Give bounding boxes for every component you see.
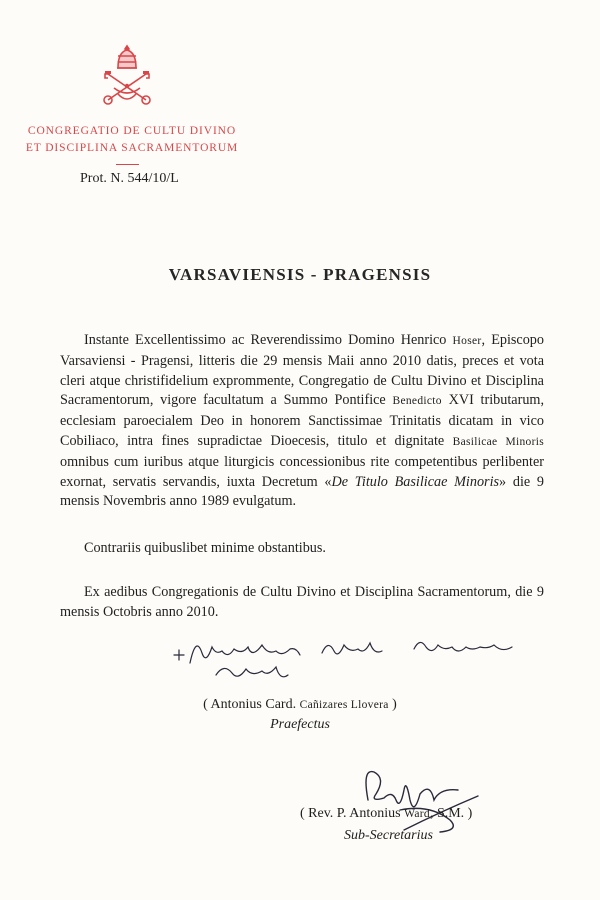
protocol-number: Prot. N. 544/10/L	[80, 171, 179, 186]
header-divider	[116, 164, 139, 165]
bishop-surname: Hoser	[452, 335, 482, 347]
document-title: VARSAVIENSIS - PRAGENSIS	[168, 265, 432, 284]
prefect-surname: Cañizares Llovera	[299, 699, 389, 711]
decree-text-b: , Episcopo Varsaviensi - Pragensi, litteris die 29 mensis Maii anno 2010 datis, preces et vota cleri atque christifidelium exprommente, Congregatio de Cultu Divino et Disciplina Sacramentorum, vigore facultatum a Summo Pontifice	[60, 332, 544, 409]
congregation-line-1: CONGREGATIO DE CULTU DIVINO	[27, 125, 237, 137]
decree-paragraph	[60, 331, 544, 512]
prefect-role: Praefectus	[270, 717, 330, 732]
subsecretary-surname: Ward	[404, 808, 430, 820]
subsecretary-role: Sub-Secretarius	[344, 828, 433, 843]
papal-keys-tiara-emblem-icon	[94, 44, 160, 106]
prefect-name-close: )	[388, 697, 397, 712]
subsecretary-name	[300, 806, 472, 822]
decree-text-d: omnibus cum iuribus atque liturgicis concessionibus rite competentibus perlibenter exornat, servatis servandis, iuxta Decretum «	[60, 453, 544, 490]
decree-text-a: Instante Excellentissimo ac Reverendissimo Domino Henrico	[84, 332, 453, 348]
clause-paragraph: Contrariis quibuslibet minime obstantibus.	[84, 540, 326, 556]
subsecretary-name-open: ( Rev. P. Antonius	[300, 806, 405, 821]
prefect-name-open: ( Antonius Card.	[203, 697, 300, 712]
subsecretary-name-close: , S.M. )	[429, 806, 473, 821]
prefect-signature	[172, 625, 522, 695]
basilica-title: Basilicae Minoris	[452, 435, 544, 448]
pope-name: Benedicto	[392, 395, 442, 408]
dating-paragraph: Ex aedibus Congregationis de Cultu Divino et Disciplina Sacramentorum, die 9 mensis Octobris anno 2010.	[60, 584, 544, 620]
congregation-name	[17, 123, 247, 156]
decree-text-c: XVI tributarum, ecclesiam paroecialem Deo in honorem Sanctissimae Trinitatis dicatam in vico Cobiliaco, intra fines supradictae Dioecesis, titulo et dignitate	[60, 392, 544, 449]
decree-reference-title: De Titulo Basilicae Minoris	[331, 473, 500, 490]
decree-text-e: » die 9 mensis Novembris anno 1989 evulgatum.	[60, 473, 544, 510]
prefect-name	[0, 697, 600, 713]
congregation-line-2: ET DISCIPLINA SACRAMENTORUM	[25, 141, 239, 154]
